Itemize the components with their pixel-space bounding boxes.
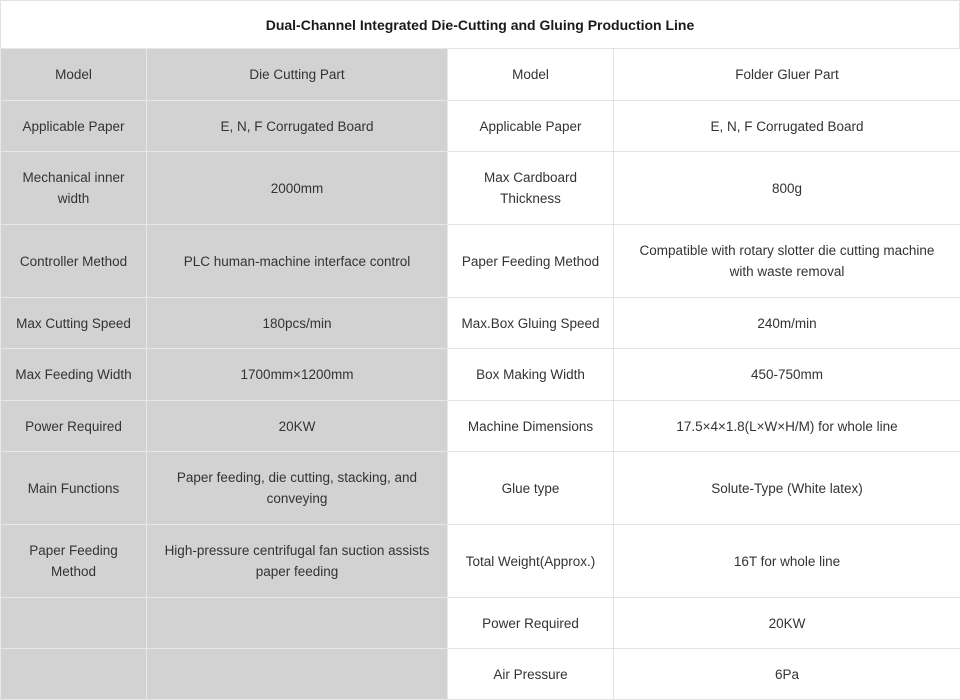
folder-gluer-label: Box Making Width (448, 349, 614, 401)
folder-gluer-value: Solute-Type (White latex) (614, 452, 960, 525)
folder-gluer-label: Applicable Paper (448, 101, 614, 152)
folder-gluer-label: Paper Feeding Method (448, 225, 614, 298)
die-cutting-label: Model (1, 49, 147, 101)
table-row (1, 152, 960, 225)
die-cutting-label: Power Required (1, 401, 147, 452)
table-title: Dual-Channel Integrated Die-Cutting and Gluing Production Line (0, 0, 960, 48)
folder-gluer-label: Max Cardboard Thickness (448, 152, 614, 225)
die-cutting-value: 180pcs/min (147, 298, 448, 349)
folder-gluer-value: 17.5×4×1.8(L×W×H/M) for whole line (614, 401, 960, 452)
die-cutting-label (1, 649, 147, 700)
table-row (1, 49, 960, 101)
die-cutting-value: Paper feeding, die cutting, stacking, and conveying (147, 452, 448, 525)
table-row (1, 598, 960, 649)
die-cutting-value: 2000mm (147, 152, 448, 225)
folder-gluer-value: Compatible with rotary slotter die cutting machine with waste removal (614, 225, 960, 298)
table-row (1, 298, 960, 349)
die-cutting-value: 20KW (147, 401, 448, 452)
folder-gluer-label: Machine Dimensions (448, 401, 614, 452)
die-cutting-value: Die Cutting Part (147, 49, 448, 101)
die-cutting-value: 1700mm×1200mm (147, 349, 448, 401)
folder-gluer-label: Glue type (448, 452, 614, 525)
die-cutting-label (1, 598, 147, 649)
table-row (1, 225, 960, 298)
die-cutting-value: PLC human-machine interface control (147, 225, 448, 298)
folder-gluer-value: 800g (614, 152, 960, 225)
folder-gluer-value: E, N, F Corrugated Board (614, 101, 960, 152)
table-row (1, 401, 960, 452)
folder-gluer-value: 240m/min (614, 298, 960, 349)
table-row (1, 649, 960, 700)
die-cutting-value (147, 598, 448, 649)
folder-gluer-label: Max.Box Gluing Speed (448, 298, 614, 349)
table-row (1, 101, 960, 152)
folder-gluer-value: 450-750mm (614, 349, 960, 401)
die-cutting-label: Main Functions (1, 452, 147, 525)
folder-gluer-label: Air Pressure (448, 649, 614, 700)
die-cutting-label: Max Feeding Width (1, 349, 147, 401)
die-cutting-label: Applicable Paper (1, 101, 147, 152)
table-row (1, 349, 960, 401)
folder-gluer-label: Power Required (448, 598, 614, 649)
die-cutting-value: E, N, F Corrugated Board (147, 101, 448, 152)
folder-gluer-value: 20KW (614, 598, 960, 649)
die-cutting-label: Controller Method (1, 225, 147, 298)
die-cutting-value: High-pressure centrifugal fan suction assists paper feeding (147, 525, 448, 598)
die-cutting-label: Paper Feeding Method (1, 525, 147, 598)
folder-gluer-value: 6Pa (614, 649, 960, 700)
die-cutting-label: Max Cutting Speed (1, 298, 147, 349)
folder-gluer-label: Total Weight(Approx.) (448, 525, 614, 598)
folder-gluer-value: 16T for whole line (614, 525, 960, 598)
die-cutting-value (147, 649, 448, 700)
folder-gluer-value: Folder Gluer Part (614, 49, 960, 101)
table-row (1, 525, 960, 598)
table-row (1, 452, 960, 525)
spec-table (0, 48, 960, 700)
die-cutting-label: Mechanical inner width (1, 152, 147, 225)
folder-gluer-label: Model (448, 49, 614, 101)
